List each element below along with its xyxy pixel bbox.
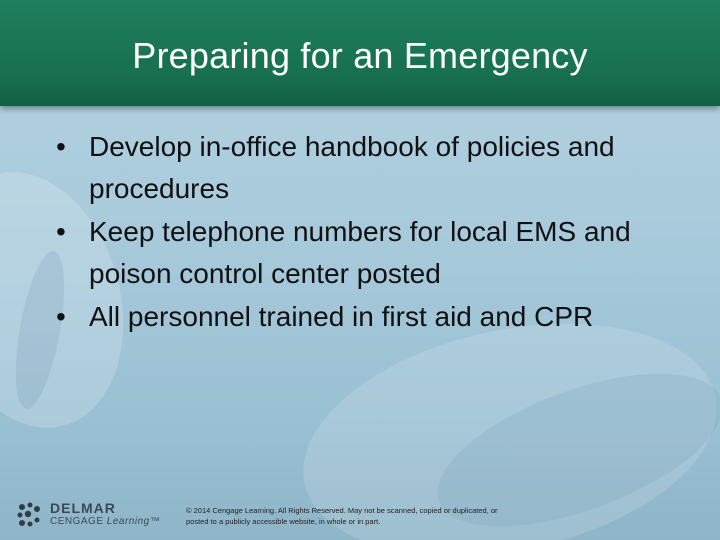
logo-text-cengage: CENGAGE Learning™ — [50, 516, 161, 527]
bullet-item — [56, 296, 666, 338]
title-bar — [0, 0, 720, 106]
bullet-marker: • — [56, 216, 66, 247]
slide-title: Preparing for an Emergency — [132, 35, 588, 76]
bullet-marker: • — [56, 131, 66, 162]
bullet-text: All personnel trained in first aid and CPR — [89, 301, 594, 332]
bullet-list — [56, 126, 666, 339]
publisher-logo — [16, 498, 161, 532]
bullet-marker: • — [56, 301, 66, 332]
bullet-text: Develop in-office handbook of policies and procedures — [89, 131, 615, 204]
logo-dots-icon — [16, 501, 44, 529]
bullet-text: Keep telephone numbers for local EMS and poison control center posted — [89, 216, 631, 289]
bullet-item — [56, 126, 666, 210]
logo-text-delmar: DELMAR — [50, 500, 116, 516]
bullet-item — [56, 211, 666, 295]
copyright-notice: © 2014 Cengage Learning. All Rights Reserved. May not be scanned, copied or duplicated, or posted to a publicly accessible website, in whole or in part. — [186, 506, 498, 526]
